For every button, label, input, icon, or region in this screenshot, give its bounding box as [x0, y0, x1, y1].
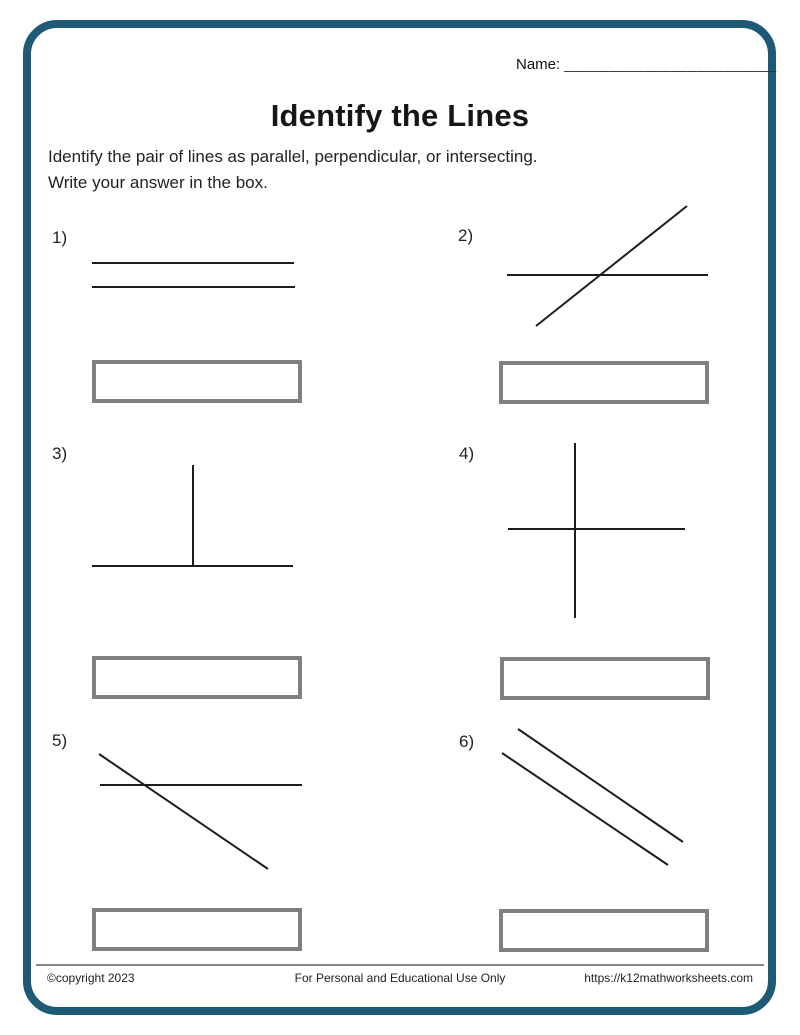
problem-1-number: 1) [52, 228, 68, 247]
problem-2-number: 2) [458, 226, 474, 245]
instruction-line-1: Identify the pair of lines as parallel, perpendicular, or intersecting. [48, 147, 538, 166]
problem-3-number: 3) [52, 444, 68, 463]
page-title: Identify the Lines [270, 98, 530, 133]
instructions [48, 144, 538, 196]
problem-2-answer-box[interactable] [499, 361, 709, 404]
problem-5-answer-box[interactable] [92, 908, 302, 951]
name-blank-line[interactable]: ________________________ [564, 56, 777, 73]
name-row [516, 56, 777, 73]
problem-4-number: 4) [459, 444, 475, 463]
problem-3-answer-box[interactable] [92, 656, 302, 699]
instruction-line-2: Write your answer in the box. [48, 173, 268, 192]
problem-5-number: 5) [52, 731, 68, 750]
problem-1-answer-box[interactable] [92, 360, 302, 403]
problem-6-number: 6) [459, 732, 475, 751]
problem-6-answer-box[interactable] [499, 909, 709, 952]
footer-url[interactable]: https://k12mathworksheets.com [584, 971, 753, 985]
footer-divider [36, 964, 764, 966]
footer-copyright: ©copyright 2023 [47, 971, 135, 985]
footer-usage-note: For Personal and Educational Use Only [294, 971, 506, 985]
problem-4-answer-box[interactable] [500, 657, 710, 700]
name-label: Name: [516, 56, 561, 73]
